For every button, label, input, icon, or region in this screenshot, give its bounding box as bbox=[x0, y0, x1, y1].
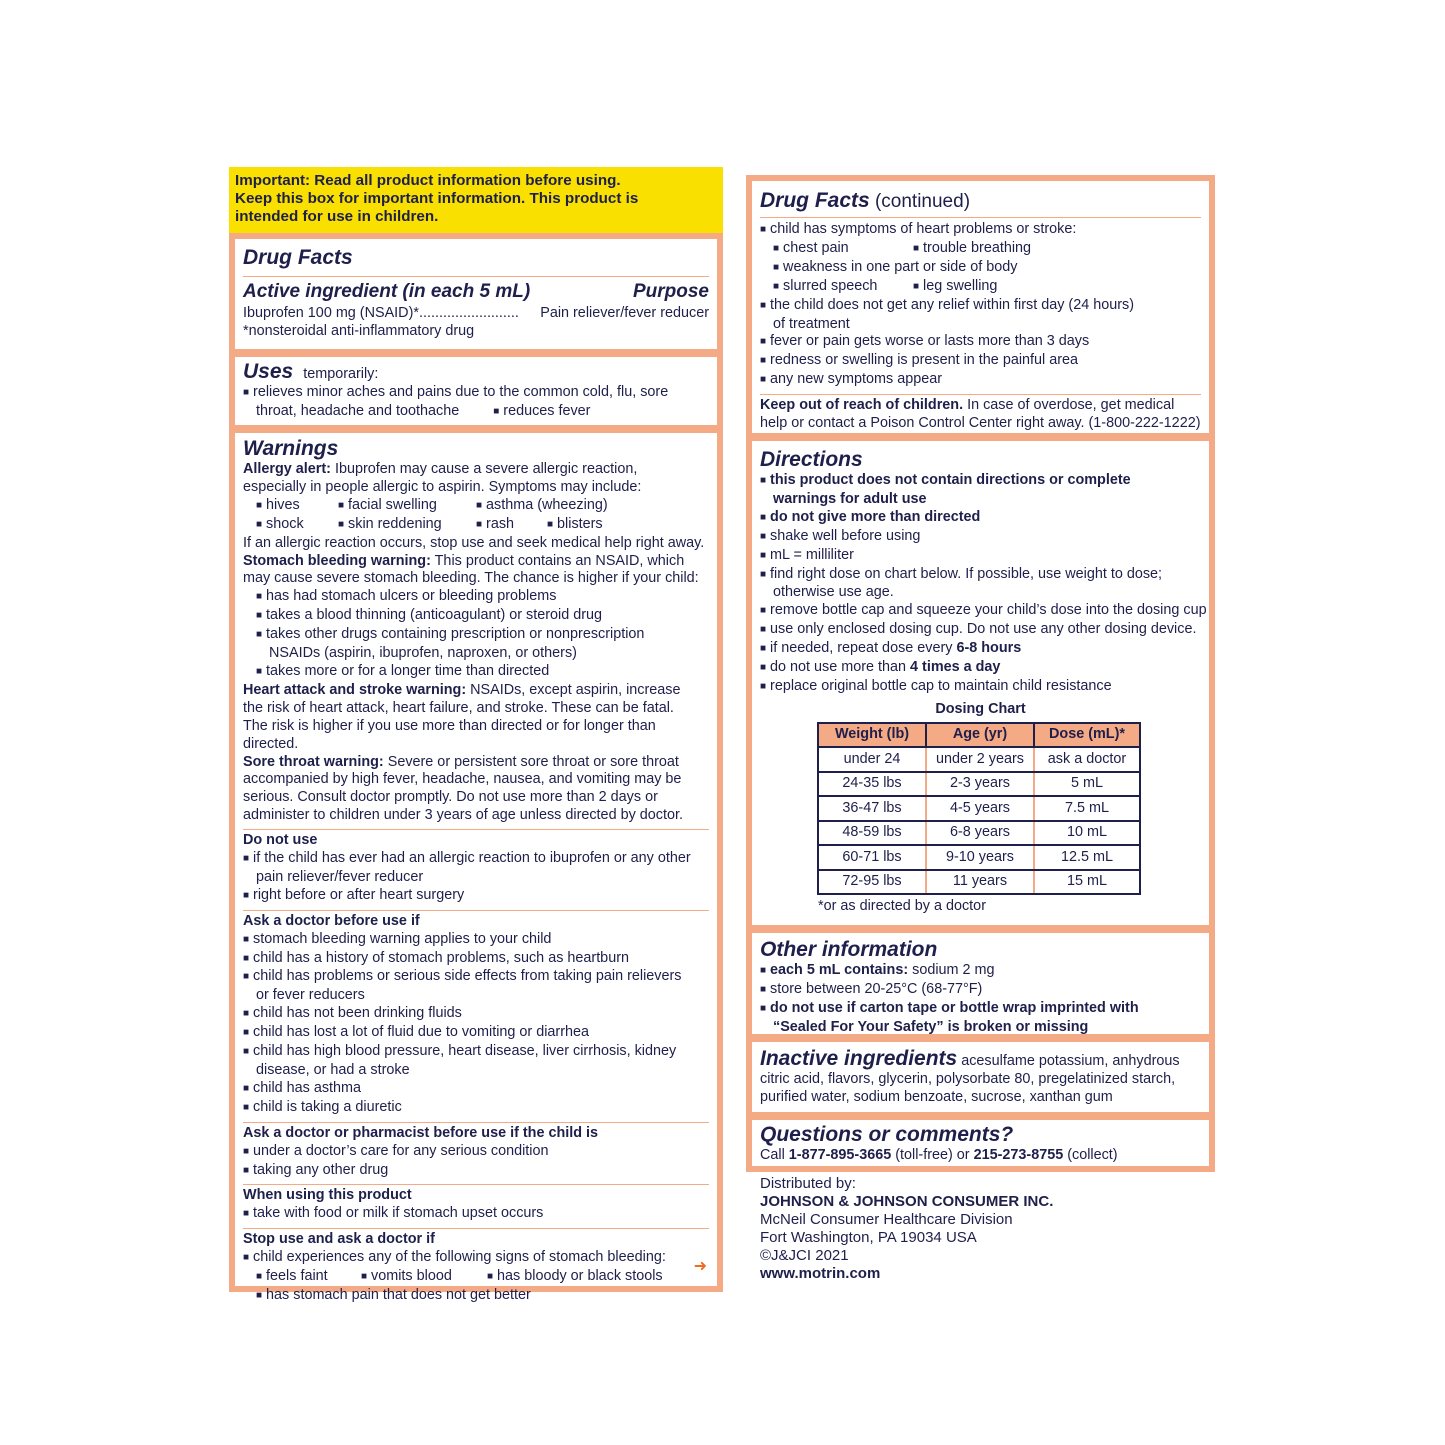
stomach-item: ■ takes a blood thinning (anticoagulant) or steroid drug bbox=[243, 607, 709, 626]
stomach-text: This product contains an NSAID, which bbox=[430, 552, 685, 569]
dosing-cell: 2-3 years bbox=[926, 772, 1034, 797]
banner-line: intended for use in children. bbox=[235, 208, 439, 226]
do-not-use-item: ■ right before or after heart surgery bbox=[243, 887, 709, 906]
distributor-copyright: ©J&JCI 2021 bbox=[760, 1247, 849, 1264]
other-item: ■ store between 20-25°C (68-77°F) bbox=[760, 981, 1201, 1000]
stomach-item: ■ takes other drugs containing prescription or nonprescription bbox=[243, 626, 709, 645]
dosing-cell: under 2 years bbox=[926, 747, 1034, 772]
directions-section bbox=[752, 441, 1209, 925]
stomach-label: Stomach bleeding warning: bbox=[243, 552, 431, 569]
uses-item-cont: throat, headache and toothache bbox=[256, 402, 460, 419]
inactive-text: purified water, sodium benzoate, sucrose, xanthan gum bbox=[760, 1088, 1113, 1105]
ask-doctor-item: ■ child is taking a diuretic bbox=[243, 1099, 709, 1118]
do-not-use-title: Do not use bbox=[243, 832, 318, 849]
dosing-cell: 4-5 years bbox=[926, 796, 1034, 821]
continued-item: ■ fever or pain gets worse or lasts more than 3 days bbox=[760, 333, 1201, 352]
continue-arrow-icon: ➜ bbox=[693, 1258, 707, 1276]
ask-doctor-item: ■ child has asthma bbox=[243, 1080, 709, 1099]
dosing-cell: 10 mL bbox=[1034, 821, 1140, 846]
dosing-cell: under 24 bbox=[818, 747, 926, 772]
dosing-cell: 24-35 lbs bbox=[818, 772, 926, 797]
symptom: ■ weakness in one part or side of body bbox=[760, 259, 1201, 278]
continued-item-cont: of treatment bbox=[773, 315, 850, 332]
symptom: ■ skin reddening bbox=[338, 516, 476, 535]
ask-doctor-item: ■ stomach bleeding warning applies to your child bbox=[243, 931, 709, 950]
stop-use-sign: ■ vomits blood bbox=[361, 1268, 487, 1287]
directions-item: if needed, repeat dose every bbox=[770, 640, 957, 657]
directions-item: ■ shake well before using bbox=[760, 528, 1201, 547]
continued-item: ■ the child does not get any relief within first day (24 hours) bbox=[760, 297, 1201, 316]
stomach-item: ■ has had stomach ulcers or bleeding problems bbox=[243, 588, 709, 607]
dosing-cell: 5 mL bbox=[1034, 772, 1140, 797]
other-item-bold: each 5 mL contains: bbox=[770, 962, 909, 978]
continued-item: ■ child has symptoms of heart problems or stroke: bbox=[760, 221, 1201, 240]
inactive-title: Inactive ingredients bbox=[760, 1047, 958, 1070]
dosing-row bbox=[818, 845, 1140, 870]
directions-item: ■ find right dose on chart below. If possible, use weight to dose; bbox=[760, 566, 1201, 585]
uses-intro: temporarily: bbox=[303, 366, 379, 382]
dosing-cell: 12.5 mL bbox=[1034, 845, 1140, 870]
ask-doctor-item: ■ child has high blood pressure, heart disease, liver cirrhosis, kidney bbox=[243, 1043, 709, 1062]
stop-use-sign: ■ has bloody or black stools bbox=[487, 1268, 663, 1284]
directions-item: ■ this product does not contain directions or complete bbox=[760, 472, 1201, 491]
allergy-label: Allergy alert: bbox=[243, 461, 331, 477]
ask-pharmacist-item: ■ taking any other drug bbox=[243, 1162, 709, 1181]
heart-text: the risk of heart attack, heart failure, and stroke. These can be fatal. bbox=[243, 699, 674, 716]
dosing-cell: 6-8 years bbox=[926, 821, 1034, 846]
dosing-chart bbox=[817, 722, 1141, 896]
directions-item: ■ use only enclosed dosing cup. Do not use any other dosing device. bbox=[760, 621, 1201, 640]
dosing-cell: 72-95 lbs bbox=[818, 870, 926, 895]
sore-throat-text: accompanied by high fever, headache, nausea, and vomiting may be bbox=[243, 771, 682, 788]
ingredient-footnote: *nonsteroidal anti-inflammatory drug bbox=[243, 322, 475, 339]
when-using-title: When using this product bbox=[243, 1187, 412, 1204]
directions-item: ■ do not give more than directed bbox=[760, 509, 1201, 528]
sore-throat-label: Sore throat warning: bbox=[243, 753, 384, 770]
continued-title: Drug Facts bbox=[760, 189, 870, 212]
dosing-header: Dose (mL)* bbox=[1034, 723, 1140, 748]
heart-label: Heart attack and stroke warning: bbox=[243, 681, 467, 698]
stomach-text: may cause severe stomach bleeding. The chance is higher if your child: bbox=[243, 570, 699, 587]
distributor-company: JOHNSON & JOHNSON CONSUMER INC. bbox=[760, 1193, 1054, 1210]
warnings-title: Warnings bbox=[243, 437, 339, 460]
questions-title: Questions or comments? bbox=[760, 1123, 1014, 1146]
symptom: ■ facial swelling bbox=[338, 497, 476, 516]
stomach-item-cont: NSAIDs (aspirin, ibuprofen, naproxen, or others) bbox=[269, 645, 577, 662]
stop-use-sign: ■ has stomach pain that does not get better bbox=[243, 1287, 709, 1306]
sore-throat-text: serious. Consult doctor promptly. Do not use more than 2 days or bbox=[243, 789, 658, 806]
questions-text: (collect) bbox=[1063, 1147, 1118, 1163]
symptom: ■ blisters bbox=[547, 516, 603, 532]
toll-free-phone: 1-877-895-3665 bbox=[788, 1147, 892, 1163]
dosing-row bbox=[818, 870, 1140, 895]
dosing-header: Weight (lb) bbox=[818, 723, 926, 748]
dosing-cell: 9-10 years bbox=[926, 845, 1034, 870]
directions-item: do not use more than bbox=[770, 659, 911, 676]
symptom: ■ chest pain bbox=[773, 240, 913, 259]
important-banner bbox=[229, 167, 723, 233]
symptom: ■ asthma (wheezing) bbox=[476, 497, 608, 513]
symptom: ■ hives bbox=[256, 497, 338, 516]
dosing-cell: 7.5 mL bbox=[1034, 796, 1140, 821]
inactive-ingredients-section bbox=[752, 1042, 1209, 1112]
sore-throat-text: Severe or persistent sore throat or sore throat bbox=[383, 753, 679, 770]
inactive-text: acesulfame potassium, anhydrous bbox=[957, 1053, 1180, 1069]
ask-doctor-item: ■ child has a history of stomach problems, such as heartburn bbox=[243, 950, 709, 969]
other-item-cont: “Sealed For Your Safety” is broken or missing bbox=[773, 1018, 1089, 1035]
uses-item: ■ reduces fever bbox=[493, 403, 590, 419]
do-not-use-item-cont: pain reliever/fever reducer bbox=[256, 868, 424, 885]
dosing-cell: 15 mL bbox=[1034, 870, 1140, 895]
when-using-item: ■ take with food or milk if stomach upset occurs bbox=[243, 1205, 709, 1224]
ask-pharmacist-title: Ask a doctor or pharmacist before use if the child is bbox=[243, 1124, 599, 1141]
directions-title: Directions bbox=[760, 448, 863, 471]
dosing-cell: 36-47 lbs bbox=[818, 796, 926, 821]
distributor-division: McNeil Consumer Healthcare Division bbox=[760, 1211, 1013, 1228]
ask-doctor-item-cont: disease, or had a stroke bbox=[256, 1062, 410, 1078]
continued-item: ■ any new symptoms appear bbox=[760, 371, 1201, 390]
symptom: ■ rash bbox=[476, 516, 547, 535]
stomach-item: ■ takes more or for a longer time than directed bbox=[243, 663, 709, 682]
allergy-text: Ibuprofen may cause a severe allergic reaction, bbox=[330, 461, 638, 477]
drug-facts-section bbox=[235, 239, 717, 349]
ask-doctor-item: ■ child has problems or serious side effects from taking pain relievers bbox=[243, 968, 709, 987]
dosing-cell: 48-59 lbs bbox=[818, 821, 926, 846]
dosing-cell: ask a doctor bbox=[1034, 747, 1140, 772]
sore-throat-text: administer to children under 3 years of age unless directed by doctor. bbox=[243, 807, 683, 824]
distributor-label: Distributed by: bbox=[760, 1175, 856, 1192]
dosing-row bbox=[818, 796, 1140, 821]
purpose-heading: Purpose bbox=[632, 281, 709, 302]
do-not-use-item: ■ if the child has ever had an allergic reaction to ibuprofen or any other bbox=[243, 850, 709, 869]
ask-doctor-item: ■ child has lost a lot of fluid due to vomiting or diarrhea bbox=[243, 1024, 709, 1043]
continued-suffix: (continued) bbox=[869, 191, 971, 212]
stop-use-title: Stop use and ask a doctor if bbox=[243, 1231, 435, 1248]
ask-doctor-title: Ask a doctor before use if bbox=[243, 912, 420, 929]
directions-item-cont: warnings for adult use bbox=[773, 490, 927, 507]
banner-line: Keep this box for important information. This product is bbox=[235, 190, 639, 208]
symptom: ■ leg swelling bbox=[913, 278, 997, 294]
symptom: ■ slurred speech bbox=[773, 278, 913, 297]
banner-line: Important: Read all product information before using. bbox=[235, 172, 621, 189]
stop-use-sign: ■ feels faint bbox=[256, 1268, 361, 1287]
directions-item: ■ replace original bottle cap to maintain child resistance bbox=[760, 678, 1201, 697]
warnings-section bbox=[235, 433, 717, 1303]
questions-section bbox=[752, 1120, 1209, 1166]
distributor-block bbox=[760, 1175, 1200, 1283]
distributor-website: www.motrin.com bbox=[760, 1265, 881, 1282]
uses-section bbox=[235, 357, 717, 425]
collect-phone: 215-273-8755 bbox=[973, 1147, 1064, 1163]
uses-title: Uses bbox=[243, 360, 294, 383]
ask-pharmacist-item: ■ under a doctor’s care for any serious condition bbox=[243, 1143, 709, 1162]
inactive-text: citric acid, flavors, glycerin, polysorbate 80, pregelatinized starch, bbox=[760, 1071, 1176, 1087]
directions-item-bold: 4 times a day bbox=[910, 659, 1001, 676]
other-item: ■ do not use if carton tape or bottle wrap imprinted with bbox=[760, 1000, 1201, 1019]
other-information-title: Other information bbox=[760, 938, 938, 961]
stop-use-item: ■ child experiences any of the following signs of stomach bleeding: bbox=[243, 1249, 709, 1268]
dosing-cell: 11 years bbox=[926, 870, 1034, 895]
right-panel bbox=[746, 175, 1215, 1172]
directions-item-cont: otherwise use age. bbox=[773, 584, 894, 601]
questions-text: (toll-free) or bbox=[891, 1147, 974, 1163]
ingredient-name: Ibuprofen 100 mg (NSAID)*......................... bbox=[243, 305, 519, 321]
dosing-chart-title: Dosing Chart bbox=[935, 700, 1026, 717]
ask-doctor-item-cont: or fever reducers bbox=[256, 987, 365, 1004]
allergy-after: If an allergic reaction occurs, stop use and seek medical help right away. bbox=[243, 534, 705, 551]
ask-doctor-item: ■ child has not been drinking fluids bbox=[243, 1005, 709, 1024]
dosing-header: Age (yr) bbox=[926, 723, 1034, 748]
questions-text: Call bbox=[760, 1147, 789, 1163]
continued-item: ■ redness or swelling is present in the painful area bbox=[760, 352, 1201, 371]
distributor-address: Fort Washington, PA 19034 USA bbox=[760, 1229, 977, 1246]
directions-item-bold: 6-8 hours bbox=[956, 640, 1022, 657]
dosing-row bbox=[818, 821, 1140, 846]
ingredient-purpose: Pain reliever/fever reducer bbox=[540, 305, 709, 321]
uses-item: ■ relieves minor aches and pains due to the common cold, flu, sore bbox=[243, 384, 709, 403]
heart-text: NSAIDs, except aspirin, increase bbox=[466, 681, 681, 698]
keep-out-label: Keep out of reach of children. bbox=[760, 397, 964, 414]
heart-text: directed. bbox=[243, 735, 299, 752]
drug-facts-title: Drug Facts bbox=[243, 246, 353, 269]
symptom: ■ shock bbox=[256, 516, 338, 535]
directions-item: ■ mL = milliliter bbox=[760, 547, 1201, 566]
dosing-cell: 60-71 lbs bbox=[818, 845, 926, 870]
keep-out-text: help or contact a Poison Control Center right away. (1-800-222-1222) bbox=[760, 415, 1201, 432]
dosing-row bbox=[818, 747, 1140, 772]
dosing-chart-note: *or as directed by a doctor bbox=[818, 898, 986, 915]
left-panel bbox=[229, 233, 723, 1303]
drug-facts-continued-section bbox=[752, 181, 1209, 433]
dosing-row bbox=[818, 772, 1140, 797]
active-ingredient-heading: Active ingredient (in each 5 mL) bbox=[243, 281, 531, 302]
symptom: ■ trouble breathing bbox=[913, 240, 1031, 256]
other-information-section bbox=[752, 933, 1209, 1034]
other-item: sodium 2 mg bbox=[908, 962, 995, 978]
keep-out-text: In case of overdose, get medical bbox=[963, 397, 1175, 414]
allergy-text: especially in people allergic to aspirin. Symptoms may include: bbox=[243, 478, 642, 495]
heart-text: The risk is higher if you use more than directed or for longer than bbox=[243, 717, 656, 734]
directions-item: ■ remove bottle cap and squeeze your child’s dose into the dosing cup bbox=[760, 602, 1201, 621]
